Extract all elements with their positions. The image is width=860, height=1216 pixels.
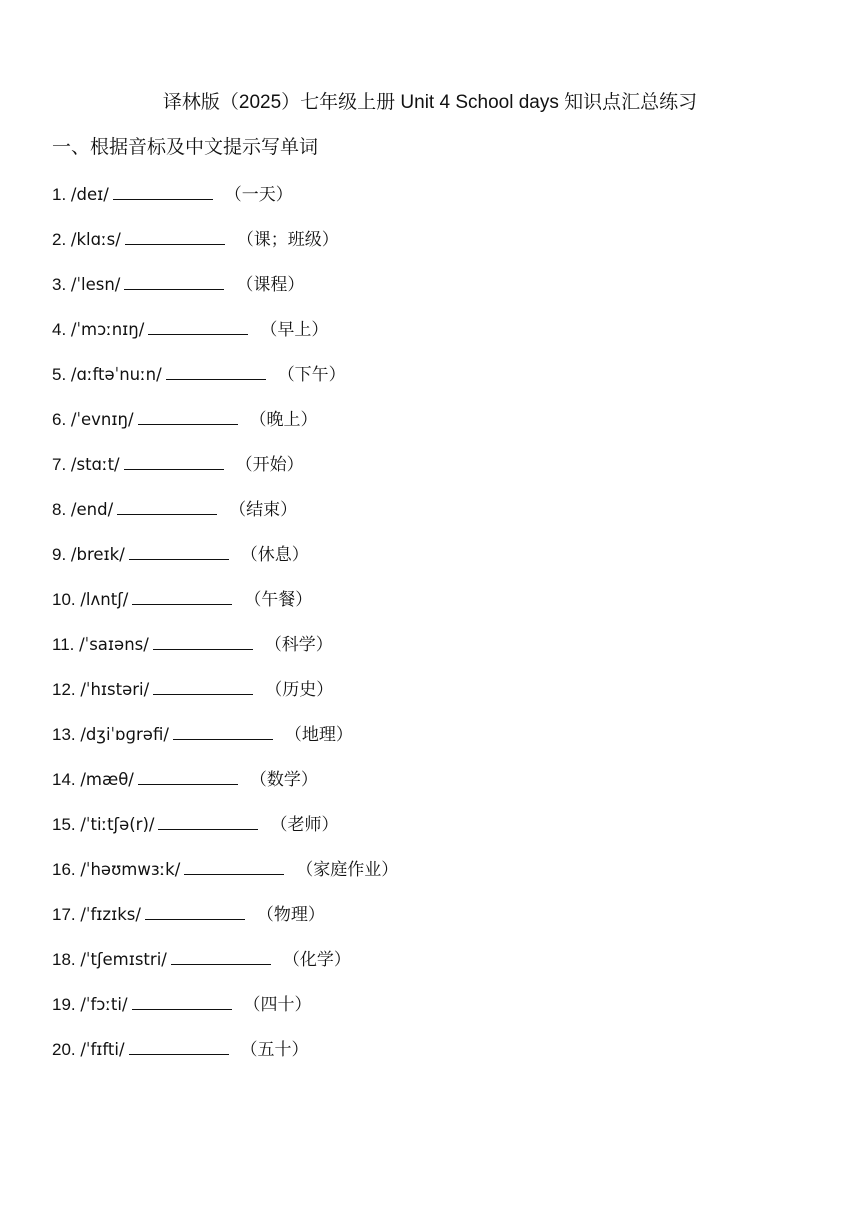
item-number: 10. bbox=[52, 590, 76, 609]
phonetic-transcription: /ˈmɔːnɪŋ/ bbox=[70, 320, 145, 339]
item-number: 12. bbox=[52, 680, 76, 699]
phonetic-transcription: /ˈhɪstəri/ bbox=[80, 680, 150, 699]
phonetic-transcription: /stɑːt/ bbox=[70, 455, 120, 474]
chinese-hint: （午餐） bbox=[244, 590, 313, 610]
chinese-hint: （物理） bbox=[256, 905, 325, 925]
item-number: 4. bbox=[52, 320, 67, 339]
answer-blank[interactable] bbox=[113, 181, 213, 200]
answer-blank[interactable] bbox=[173, 721, 273, 740]
chinese-hint: （数学） bbox=[249, 770, 318, 790]
phonetic-transcription: /dʒiˈɒɡrəfi/ bbox=[80, 725, 169, 744]
exercise-list bbox=[52, 181, 398, 1081]
answer-blank[interactable] bbox=[153, 676, 253, 695]
answer-blank[interactable] bbox=[124, 451, 224, 470]
phonetic-transcription: /end/ bbox=[70, 500, 114, 519]
exercise-item bbox=[52, 226, 398, 271]
exercise-item bbox=[52, 766, 398, 811]
exercise-item bbox=[52, 811, 398, 856]
chinese-hint: （五十） bbox=[240, 1040, 309, 1060]
answer-blank[interactable] bbox=[129, 1036, 229, 1055]
phonetic-transcription: /ˈfɪfti/ bbox=[80, 1040, 125, 1059]
exercise-item bbox=[52, 676, 398, 721]
phonetic-transcription: /deɪ/ bbox=[70, 185, 109, 204]
exercise-item bbox=[52, 721, 398, 766]
chinese-hint: （地理） bbox=[284, 725, 353, 745]
item-number: 16. bbox=[52, 860, 76, 879]
phonetic-transcription: /ˈfɪzɪks/ bbox=[80, 905, 141, 924]
chinese-hint: （化学） bbox=[282, 950, 351, 970]
chinese-hint: （晚上） bbox=[249, 410, 318, 430]
phonetic-transcription: /klɑːs/ bbox=[70, 230, 121, 249]
phonetic-transcription: /mæθ/ bbox=[80, 770, 134, 789]
phonetic-transcription: /ˈlesn/ bbox=[70, 275, 121, 294]
answer-blank[interactable] bbox=[184, 856, 284, 875]
exercise-item bbox=[52, 991, 398, 1036]
item-number: 6. bbox=[52, 410, 67, 429]
answer-blank[interactable] bbox=[132, 991, 232, 1010]
item-number: 9. bbox=[52, 545, 67, 564]
answer-blank[interactable] bbox=[124, 271, 224, 290]
item-number: 1. bbox=[52, 185, 67, 204]
phonetic-transcription: /ɑːftəˈnuːn/ bbox=[70, 365, 162, 384]
chinese-hint: （早上） bbox=[260, 320, 329, 340]
answer-blank[interactable] bbox=[138, 406, 238, 425]
phonetic-transcription: /ˈsaɪəns/ bbox=[79, 635, 149, 654]
item-number: 15. bbox=[52, 815, 76, 834]
exercise-item bbox=[52, 271, 398, 316]
phonetic-transcription: /ˈevnɪŋ/ bbox=[70, 410, 134, 429]
answer-blank[interactable] bbox=[148, 316, 248, 335]
phonetic-transcription: /breɪk/ bbox=[70, 545, 125, 564]
chinese-hint: （家庭作业） bbox=[296, 860, 399, 880]
chinese-hint: （老师） bbox=[270, 815, 339, 835]
exercise-item bbox=[52, 586, 398, 631]
phonetic-transcription: /lʌntʃ/ bbox=[80, 590, 129, 609]
answer-blank[interactable] bbox=[158, 811, 258, 830]
item-number: 3. bbox=[52, 275, 67, 294]
page-title: 译林版（2025）七年级上册 Unit 4 School days 知识点汇总练习 bbox=[162, 92, 698, 113]
section-heading: 一、根据音标及中文提示写单词 bbox=[52, 137, 319, 158]
chinese-hint: （历史） bbox=[265, 680, 334, 700]
chinese-hint: （四十） bbox=[243, 995, 312, 1015]
item-number: 20. bbox=[52, 1040, 76, 1059]
exercise-item bbox=[52, 1036, 398, 1081]
item-number: 2. bbox=[52, 230, 67, 249]
exercise-item bbox=[52, 946, 398, 991]
chinese-hint: （科学） bbox=[264, 635, 333, 655]
item-number: 11. bbox=[52, 635, 75, 654]
chinese-hint: （结束） bbox=[229, 500, 298, 520]
exercise-item bbox=[52, 406, 398, 451]
exercise-item bbox=[52, 631, 398, 676]
answer-blank[interactable] bbox=[132, 586, 232, 605]
exercise-item bbox=[52, 316, 398, 361]
item-number: 14. bbox=[52, 770, 76, 789]
exercise-item bbox=[52, 496, 398, 541]
exercise-item bbox=[52, 181, 398, 226]
answer-blank[interactable] bbox=[129, 541, 229, 560]
item-number: 13. bbox=[52, 725, 76, 744]
item-number: 18. bbox=[52, 950, 76, 969]
phonetic-transcription: /ˈfɔːti/ bbox=[80, 995, 128, 1014]
answer-blank[interactable] bbox=[117, 496, 217, 515]
phonetic-transcription: /ˈhəʊmwɜːk/ bbox=[80, 860, 181, 879]
phonetic-transcription: /ˈtiːtʃə(r)/ bbox=[80, 815, 155, 834]
phonetic-transcription: /ˈtʃemɪstri/ bbox=[80, 950, 167, 969]
answer-blank[interactable] bbox=[138, 766, 238, 785]
item-number: 5. bbox=[52, 365, 67, 384]
exercise-item bbox=[52, 541, 398, 586]
answer-blank[interactable] bbox=[153, 631, 253, 650]
chinese-hint: （开始） bbox=[235, 455, 304, 475]
chinese-hint: （一天） bbox=[224, 185, 293, 205]
chinese-hint: （课程） bbox=[236, 275, 305, 295]
exercise-item bbox=[52, 901, 398, 946]
exercise-item bbox=[52, 361, 398, 406]
answer-blank[interactable] bbox=[145, 901, 245, 920]
chinese-hint: （休息） bbox=[240, 545, 309, 565]
exercise-item bbox=[52, 451, 398, 496]
chinese-hint: （下午） bbox=[277, 365, 346, 385]
item-number: 19. bbox=[52, 995, 76, 1014]
item-number: 7. bbox=[52, 455, 67, 474]
exercise-item bbox=[52, 856, 398, 901]
item-number: 8. bbox=[52, 500, 67, 519]
answer-blank[interactable] bbox=[166, 361, 266, 380]
chinese-hint: （课；班级） bbox=[236, 230, 339, 250]
answer-blank[interactable] bbox=[171, 946, 271, 965]
answer-blank[interactable] bbox=[125, 226, 225, 245]
item-number: 17. bbox=[52, 905, 76, 924]
